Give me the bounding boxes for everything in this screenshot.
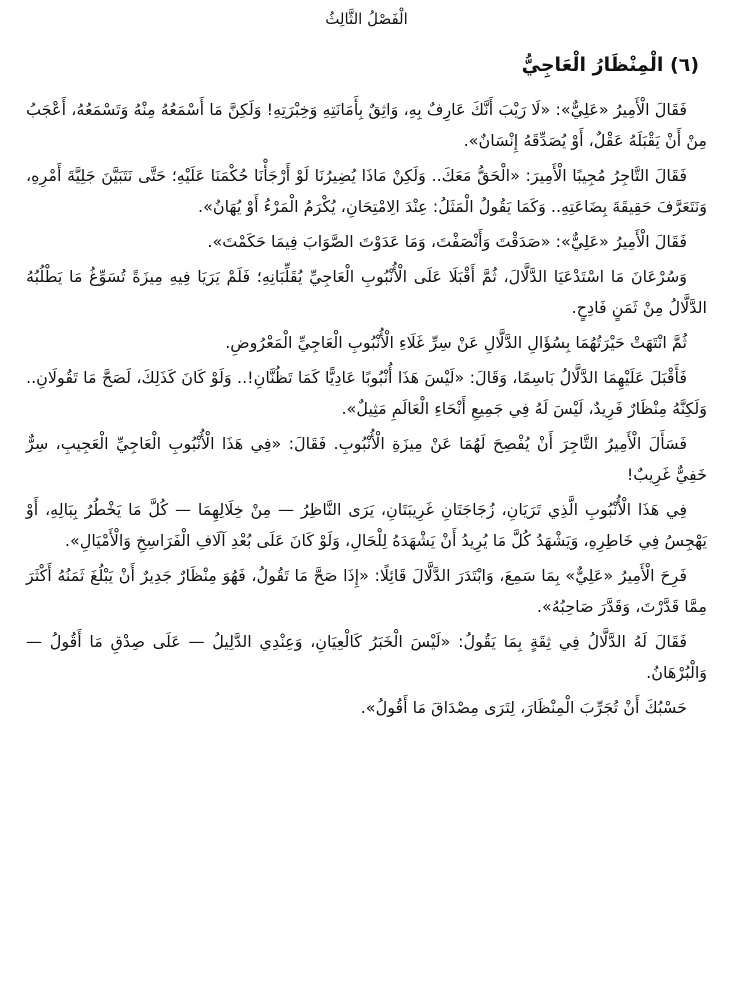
paragraph: فَقَالَ الْأَمِيرُ «عَلِيٌّ»: «صَدَقْتَ وَأَنْصَفْتَ، وَمَا عَدَوْتَ الصَّوَابَ فِيمَا حَكَمْتَ». bbox=[207, 232, 687, 251]
section-title: (٦) الْمِنْظَارُ الْعَاجِيُّ bbox=[521, 54, 699, 76]
paragraph: فَرِحَ الْأَمِيرُ «عَلِيٌّ» بِمَا سَمِعَ، وَابْتَدَرَ الدَّلَّالَ قَائِلًا: «إِذَا صَحَّ مَا تَقُولُ، فَهُوَ مِنْظَارٌ جَدِيرٌ أَنْ يَبْلُغَ ثَمَنُهُ أَكْثَرَ مِمَّا قَدَّرْتَ، وَقَدَّرَ صَاحِبُهُ». bbox=[26, 566, 707, 616]
paragraph: ثُمَّ انْتَهَتْ حَيْرَتُهُمَا بِسُؤَالِ الدَّلَّالِ عَنْ سِرِّ غَلَاءِ الْأُنْبُوبِ الْعَاجِيِّ الْمَعْرُوضِ. bbox=[225, 333, 687, 352]
body-text bbox=[26, 94, 707, 723]
paragraph: وَسُرْعَانَ مَا اسْتَدْعَيَا الدَّلَّالَ، ثُمَّ أَقْبَلَا عَلَى الْأُنْبُوبِ الْعَاجِيِّ يُقَلِّبَانِهِ؛ فَلَمْ يَرَيَا فِيهِ مِيزَةً تُسَوِّغُ مَا يَطْلُبُهُ الدَّلَّالُ مِنْ ثَمَنٍ فَادِحٍ. bbox=[26, 267, 707, 317]
paragraph: فَسَأَلَ الْأَمِيرُ التَّاجِرَ أَنْ يُفْصِحَ لَهُمَا عَنْ مِيزَةِ الْأُنْبُوبِ. فَقَالَ: «فِي هَذَا الْأُنْبُوبِ الْعَاجِيِّ الْعَجِيبِ، سِرٌّ خَفِيٌّ غَرِيبٌ! bbox=[26, 434, 707, 484]
paragraph: فَأَقْبَلَ عَلَيْهِمَا الدَّلَّالُ بَاسِمًا، وَقَالَ: «لَيْسَ هَذَا أُنْبُوبًا عَادِيًّا كَمَا تَظُنَّانِ!.. وَلَوْ كَانَ كَذَلِكَ، لَصَحَّ مَا تَقُولَانِ.. وَلَكِنَّهُ مِنْظَارٌ فَرِيدٌ، لَيْسَ لَهُ فِي جَمِيعِ أَنْحَاءِ الْعَالَمِ مَثِيلٌ». bbox=[26, 368, 707, 418]
paragraph: فَقَالَ لَهُ الدَّلَّالُ فِي ثِقَةٍ بِمَا يَقُولُ: «لَيْسَ الْخَبَرُ كَالْعِيَانِ، وَعِنْدِي الدَّلِيلُ — عَلَى صِدْقِ مَا أَقُولُ — وَالْبُرْهَانُ. bbox=[26, 632, 707, 682]
paragraph: فَقَالَ الْأَمِيرُ «عَلِيٌّ»: «لَا رَيْبَ أَنَّكَ عَارِفٌ بِهِ، وَاثِقٌ بِأَمَانَتِهِ وَخِبْرَتِهِ! وَلَكِنَّ مَا أَسْمَعُهُ مِنْهُ وَتَسْمَعُهُ، أَعْجَبُ مِنْ أَنْ يَقْبَلَهُ عَقْلٌ، أَوْ يُصَدِّقَهُ إِنْسَانٌ». bbox=[26, 100, 707, 150]
chapter-heading: الْفَصْلُ الثَّالِثُ bbox=[325, 10, 408, 28]
paragraph: فِي هَذَا الْأُنْبُوبِ الَّذِي تَرَيَانِ، زُجَاجَتَانِ غَرِيبَتَانِ، يَرَى النَّاظِرُ — مِنْ خِلَالِهِمَا — كُلَّ مَا يَخْطُرُ بِبَالِهِ، أَوْ يَهْجِسُ فِي خَاطِرِهِ، وَيَشْهَدُ كُلَّ مَا يُرِيدُ أَنْ يَشْهَدَهُ لِلْحَالِ، وَلَوْ كَانَ عَلَى بُعْدِ آلَافِ الْفَرَاسِخِ وَالْأَمْيَالِ». bbox=[26, 500, 707, 550]
paragraph: حَسْبُكَ أَنْ تُجَرِّبَ الْمِنْظَارَ، لِتَرَى مِصْدَاقَ مَا أَقُولُ». bbox=[360, 698, 687, 717]
paragraph: فَقَالَ التَّاجِرُ مُجِيبًا الْأَمِيرَ: «الْحَقُّ مَعَكَ.. وَلَكِنْ مَاذَا يُضِيرُنَا لَوْ أَرْجَأْنَا حُكْمَنَا عَلَيْهِ؛ حَتَّى نَتَبَيَّنَ جَلِيَّةَ أَمْرِهِ، وَنَتَعَرَّفَ حَقِيقَةَ بِضَاعَتِهِ.. وَكَمَا يَقُولُ الْمَثَلُ: عِنْدَ الِامْتِحَانِ، يُكْرَمُ الْمَرْءُ أَوْ يُهَانُ». bbox=[26, 166, 707, 216]
